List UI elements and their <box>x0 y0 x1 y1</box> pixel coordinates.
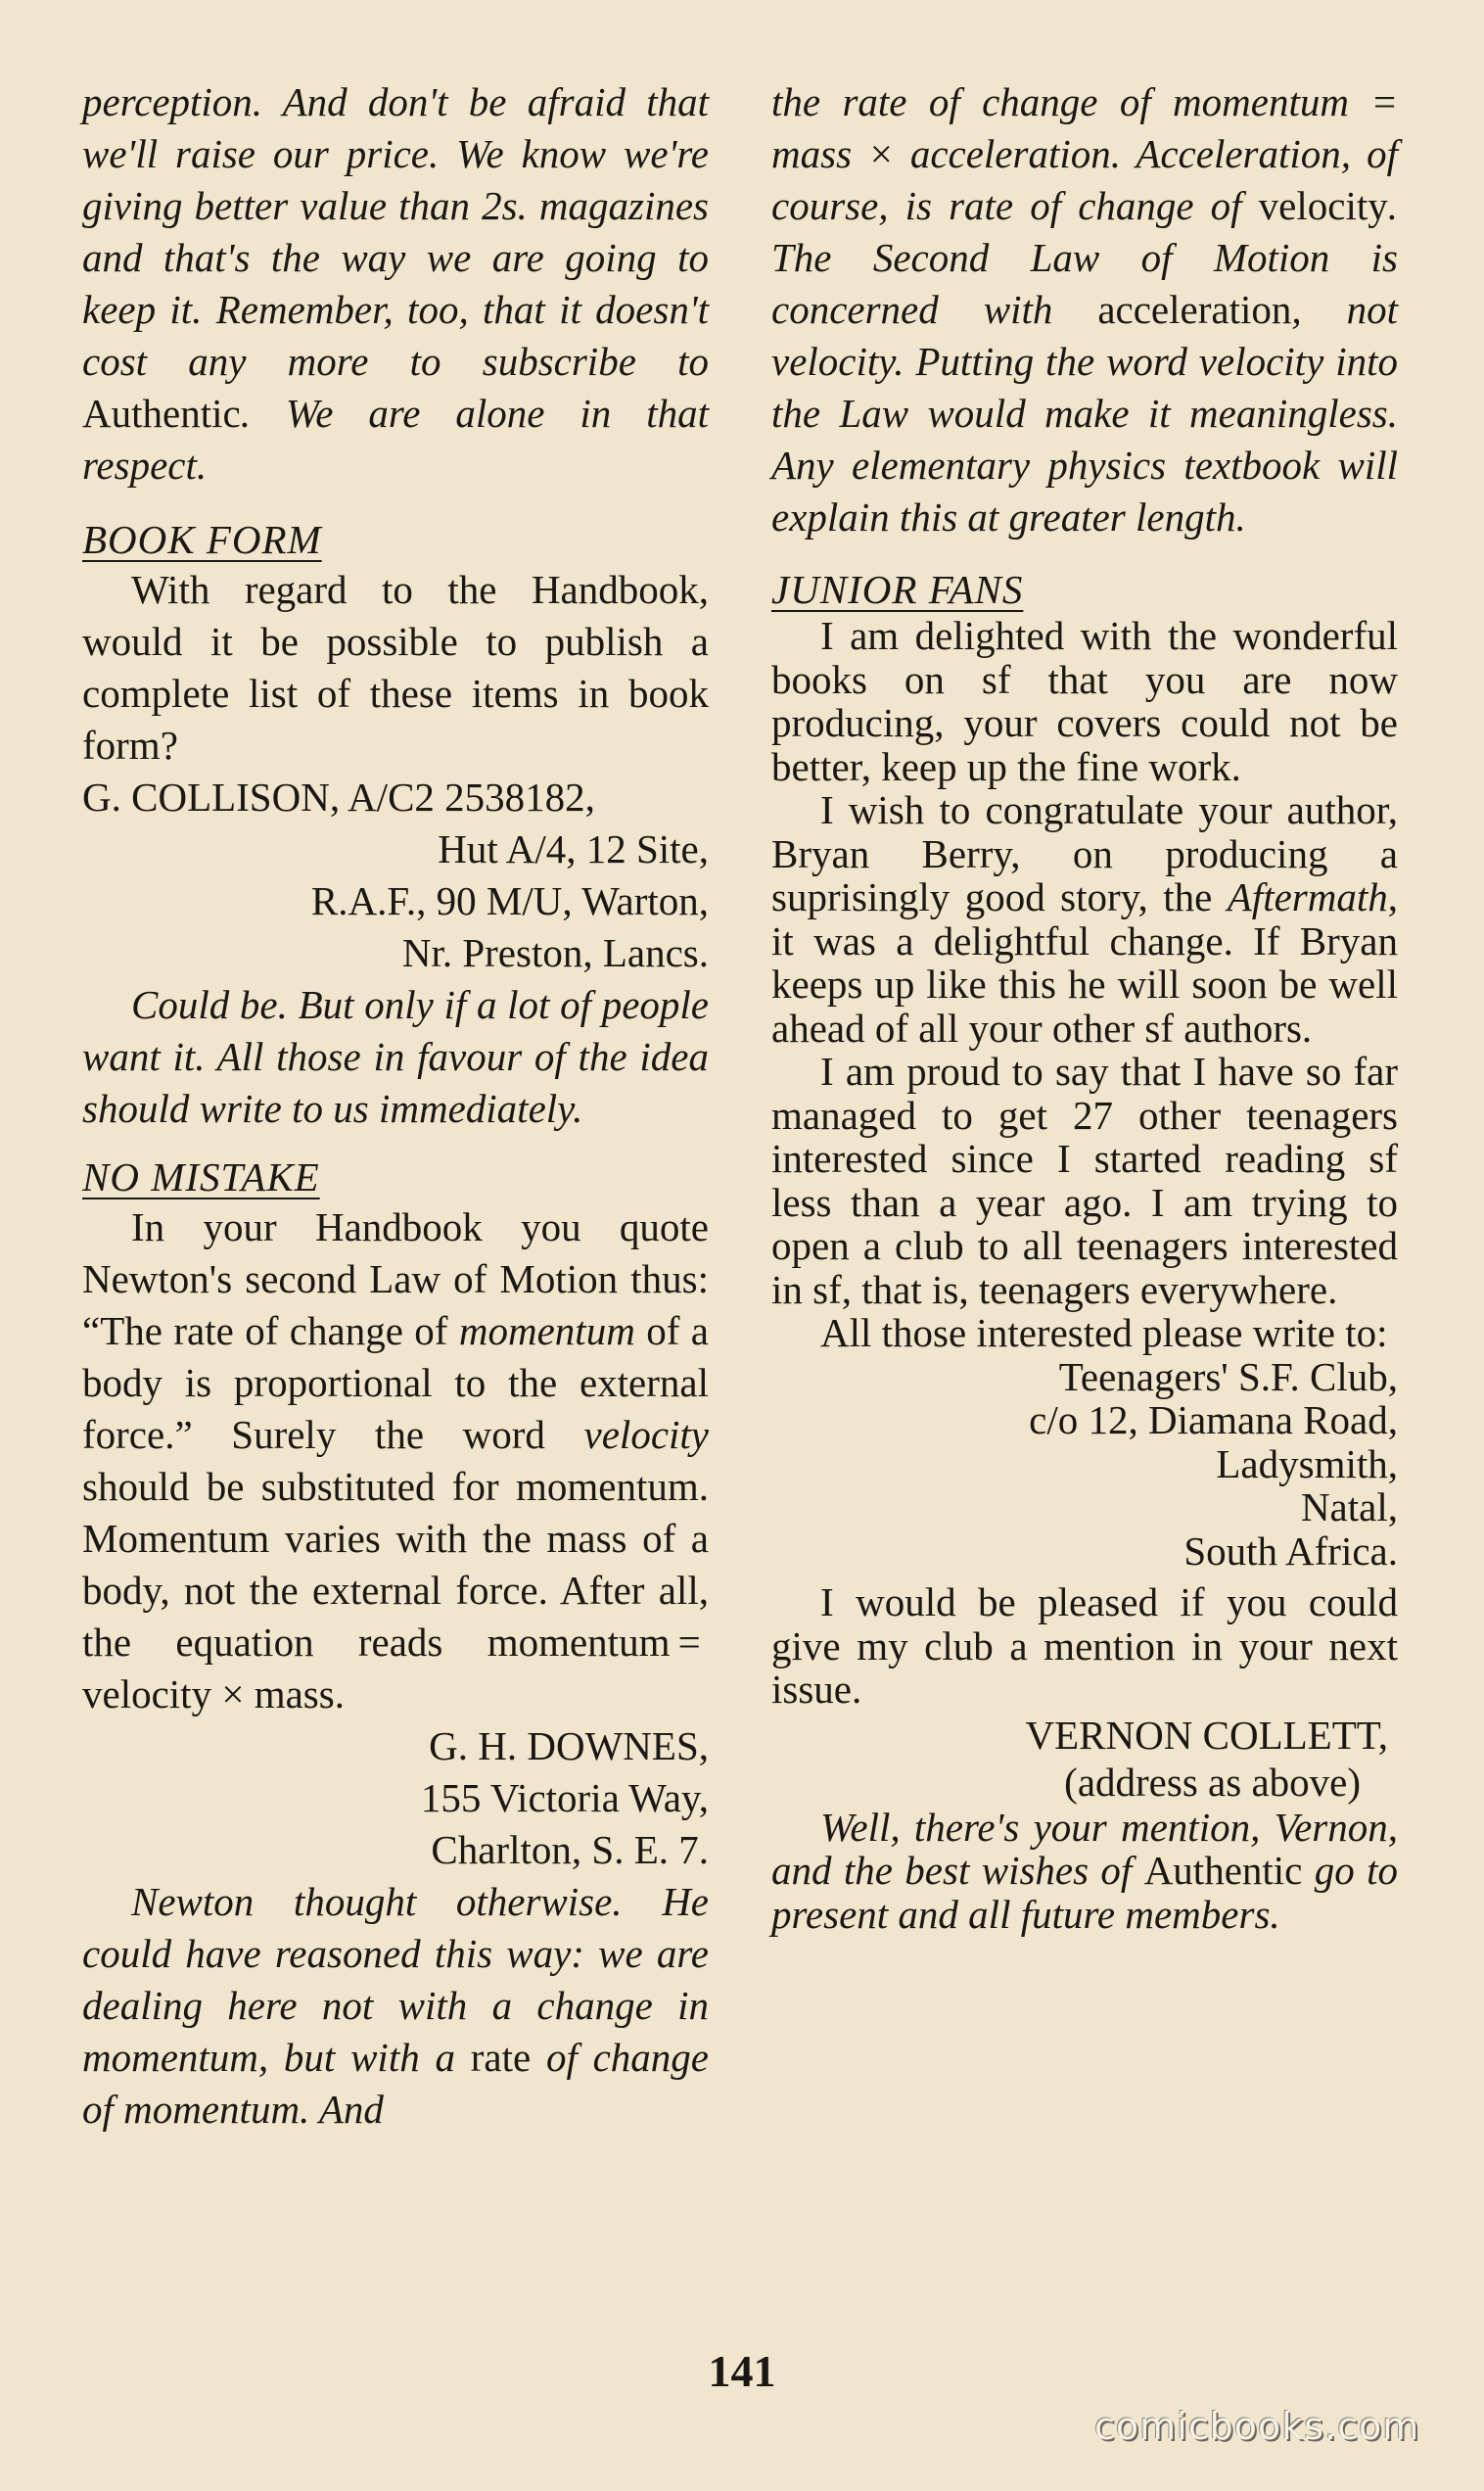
downes-signature <box>82 1720 709 1876</box>
junior-fans-paragraph: I am proud to say that I have so far managed to get 27 other teenagers interested since I started reading sf less than a year ago. I am trying to open a club to all teenagers interested in sf, that is, teenagers everywhere. <box>771 1049 1398 1312</box>
junior-fans-paragraph: I would be pleased if you could give my club a mention in your next issue. <box>771 1579 1398 1712</box>
book-form-letter: With regard to the Handbook, would it be possible to publish a complete list of these items in book form? <box>82 567 709 768</box>
junior-fans-paragraph: I am delighted with the wonderful books on sf that you are now producing, your covers could not be better, keep up the fine work. <box>771 613 1398 789</box>
address-line: South Africa. <box>1183 1528 1398 1574</box>
junior-fans-paragraph: I wish to congratulate your author, Bryan Berry, on producing a suprisingly good story, the Aftermath, it was a delightful change. If Bryan keeps up like this he will soon be well ahead of all your other sf authors. <box>771 787 1398 1051</box>
book-form-reply: Could be. But only if a lot of people want it. All those in favour of the idea should write to us immediately. <box>82 982 709 1131</box>
right-column <box>771 76 1398 1936</box>
no-mistake-reply: Newton thought otherwise. He could have reasoned this way: we are dealing here not with a change in momentum, but with a rate of change of momentum. And <box>82 1879 709 2132</box>
club-address <box>771 1355 1398 1574</box>
address-line: Ladysmith, <box>1216 1440 1398 1486</box>
junior-fans-section <box>771 565 1398 1936</box>
page-number: 141 <box>708 2346 776 2396</box>
signature-line: (address as above) <box>1064 1759 1361 1805</box>
intro-paragraph: perception. And don't be afraid that we'll raise our price. We know we're giving better value than 2s. magazines and that's the way we are going to keep it. Remember, too, that it doesn't cost any more to subscribe to Authentic. We are alone in that respect. <box>82 79 709 488</box>
signature-line: Nr. Preston, Lancs. <box>401 930 709 975</box>
signature-line: G. H. DOWNES, <box>429 1723 709 1768</box>
junior-fans-heading: JUNIOR FANS <box>771 567 1024 612</box>
collett-signature <box>771 1712 1398 1806</box>
no-mistake-heading: NO MISTAKE <box>82 1154 320 1199</box>
book-form-heading: BOOK FORM <box>82 517 322 562</box>
address-line: Teenagers' S.F. Club, <box>1058 1353 1398 1399</box>
address-line: c/o 12, Diamana Road, <box>1029 1397 1398 1442</box>
left-column <box>82 76 709 2136</box>
signature-line: G. COLLISON, A/C2 2538182, <box>82 775 595 820</box>
signature-line: Charlton, S. E. 7. <box>431 1827 709 1872</box>
no-mistake-section <box>82 1152 709 2136</box>
book-form-section <box>82 515 709 1135</box>
junior-fans-reply: Well, there's your mention, Vernon, and the best wishes of Authentic go to present and all future members. <box>771 1804 1398 1937</box>
no-mistake-letter: In your Handbook you quote Newton's second Law of Motion thus: “The rate of change of momentum of a body is proportional to the external force.” Surely the word velocity should be substituted for momentum. Momentum varies with the mass of a body, not the external force. After all, the equation reads momentum = velocity × mass. <box>82 1204 710 1716</box>
no-mistake-reply-continued: the rate of change of momentum = mass × acceleration. Acceleration, of course, is rate of change of velocity. The Second Law of Motion is concerned with acceleration, not velocity. Putting the word velocity into the Law would make it meaningless. Any elementary physics textbook will explain this at greater length. <box>771 79 1398 540</box>
junior-fans-paragraph: All those interested please write to: <box>820 1310 1388 1355</box>
signature-line: 155 Victoria Way, <box>420 1775 709 1820</box>
signature-line: VERNON COLLETT, <box>1025 1712 1388 1758</box>
signature-line: R.A.F., 90 M/U, Warton, <box>310 878 709 923</box>
watermark-logo: comicbooks.com <box>1094 2405 1420 2448</box>
signature-line: Hut A/4, 12 Site, <box>438 826 709 871</box>
collison-signature <box>82 772 709 979</box>
address-line: Natal, <box>1300 1484 1398 1529</box>
